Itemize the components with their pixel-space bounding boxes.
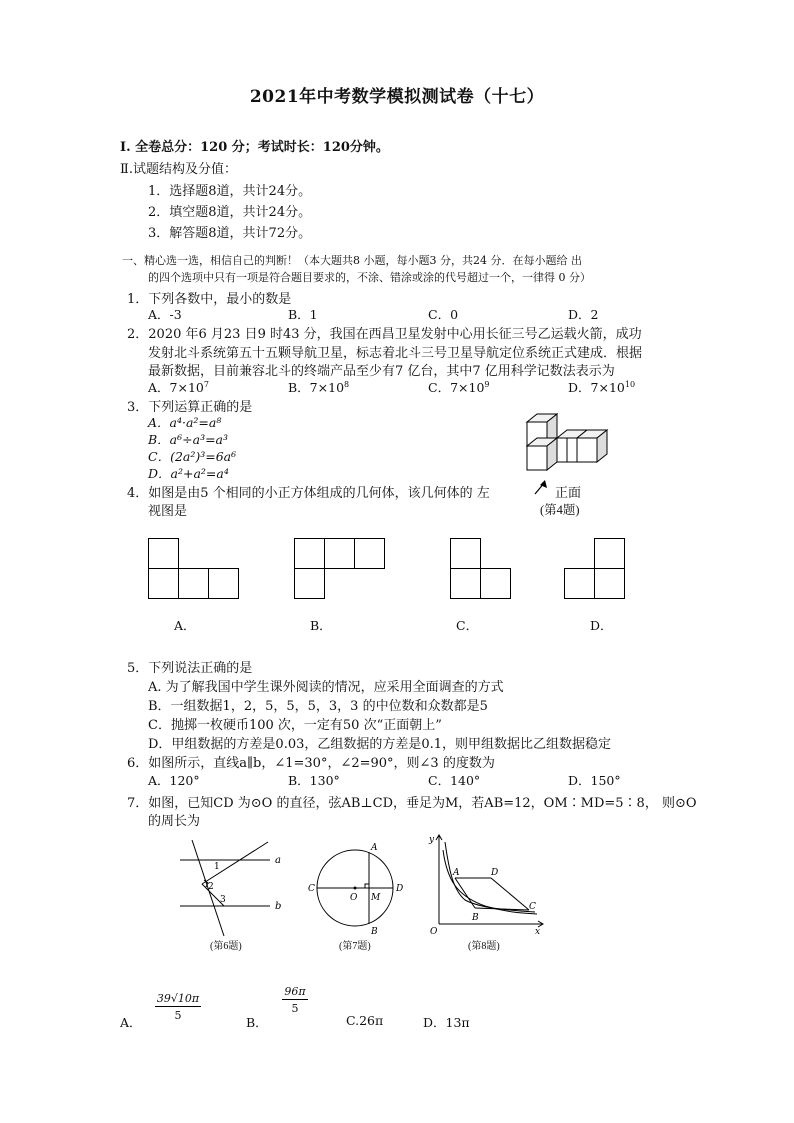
q3-stem: 3．下列运算正确的是 — [127, 400, 253, 415]
q5-option-b: B．一组数据1，2，5，5，5，3，3 的中位数和众数都是5 — [148, 699, 488, 714]
q2-line: 发射北斗系统第五十五颗导航卫星，标志着北斗三号卫星导航定位系统正式建成．根据 — [148, 346, 643, 361]
q4-option-d: D． — [590, 618, 613, 633]
q3-option-d: D．a²+a²=a⁴ — [148, 466, 229, 481]
q5-option-a: A. 为了解我国中学生课外阅读的情况，应采用全面调查的方式 — [148, 680, 504, 695]
fig6-parallel-lines — [180, 840, 290, 950]
q6-option-a: A．120° — [148, 773, 200, 788]
fig8-caption: (第8题) — [468, 941, 500, 952]
fig8-label-d: D — [491, 868, 499, 878]
q5-stem: 5．下列说法正确的是 — [127, 661, 253, 676]
q1-option-a: A．-3 — [148, 307, 182, 322]
fig7-label-a: A — [371, 843, 378, 853]
exam-info-item: 1．选择题8道，共计24分。 — [148, 184, 312, 199]
q1-option-c: C．0 — [428, 307, 459, 322]
exam-info-line1: Ⅰ. 全卷总分：120 分；考试时长：120分钟。 — [120, 140, 389, 155]
q2-line: 2．2020 年6 月23 日9 时43 分，我国在西昌卫星发射中心用长征三号乙运载火箭，成功 — [127, 327, 642, 342]
q2-line: 最新数据，目前兼容北斗的终端产品至少有7 亿台，其中7 亿用科学记数法表示为 — [148, 364, 615, 379]
fig6-label-2: 2 — [208, 882, 214, 892]
fig8-label-y: y — [429, 835, 435, 845]
q6-stem: 6．如图所示，直线a∥b，∠1=30°，∠2=90°，则∠3 的度数为 — [127, 756, 495, 771]
q7-option-d: D．13π — [423, 1015, 470, 1030]
fig8-graph — [425, 830, 550, 940]
fig7-caption: (第7题) — [339, 941, 371, 952]
fig7-label-d: D — [396, 884, 404, 894]
fig6-label-1: 1 — [214, 862, 220, 872]
q6-option-d: D．150° — [568, 773, 621, 788]
fig7-label-c: C — [308, 884, 315, 894]
q5-option-d: D．甲组数据的方差是0.03，乙组数据的方差是0.1，则甲组数据比乙组数据稳定 — [148, 737, 612, 752]
q1-option-b: B．1 — [288, 307, 318, 322]
exam-info-item: 2．填空题8道，共计24分。 — [148, 205, 312, 220]
fig6-label-3: 3 — [220, 895, 226, 905]
q7-option-c: C.26π — [346, 1013, 384, 1028]
q2-option-c: C．$7\times 10^9$ — [428, 379, 490, 395]
exam-info-line2: Ⅱ.试题结构及分值： — [120, 162, 237, 177]
exam-info-item: 3．解答题8道，共计72分。 — [148, 226, 312, 241]
fig7-label-b: B — [371, 927, 378, 937]
q5-option-c: C．抛掷一枚硬币100 次，一定有50 次“正面朝上” — [148, 718, 442, 733]
q7-stem-line2: 的周长为 — [148, 814, 201, 829]
q4-option-c: C． — [456, 618, 479, 633]
fig7-label-m: M — [371, 893, 381, 903]
fig6-label-b: b — [275, 901, 282, 912]
q7-option-a-fraction: $\frac{39√10\pi}{5}$ — [156, 992, 200, 1022]
q7-option-b: B． — [246, 1015, 268, 1030]
q7-option-b-fraction: $\frac{96\pi}{5}$ — [284, 985, 306, 1015]
fig7-label-o: O — [350, 893, 358, 903]
fig6-label-a: a — [275, 855, 281, 866]
q1-option-d: D．2 — [568, 307, 599, 322]
fig8-label-a: A — [453, 868, 460, 878]
q6-option-c: C．140° — [428, 773, 481, 788]
fig8-label-b: B — [472, 913, 479, 923]
fig7-circle — [305, 838, 405, 938]
q4-option-b: B． — [310, 618, 332, 633]
q1-stem: 1．下列各数中，最小的数是 — [127, 292, 292, 307]
q2-option-b: B．$7\times 10^8$ — [288, 379, 350, 395]
q7-option-a: A． — [120, 1015, 142, 1030]
fig8-label-c: C — [529, 902, 536, 912]
q7-stem-line1: 7．如图，已知CD 为⊙O 的直径，弦AB⊥CD，垂足为M，若AB=12，OM∶MD=5∶8， 则⊙O — [127, 796, 697, 811]
front-label: 正面 — [555, 486, 582, 501]
q4-option-a: A． — [174, 618, 196, 633]
q2-option-d: D．$7\times 10^{10}$ — [568, 379, 636, 395]
fig8-label-o: O — [430, 927, 438, 937]
q4-stem-line1: 4．如图是由5 个相同的小正方体组成的几何体，该几何体的 左 — [127, 486, 490, 501]
section-heading-cont: 的四个选项中只有一项是符合题目要求的，不涂、错涂或涂的代号超过一个，一律得 0 分） — [148, 271, 591, 284]
fig8-label-x: x — [535, 927, 541, 937]
q3-option-b: B．a⁶÷a³=a³ — [148, 432, 229, 447]
q4-stem-line2: 视图是 — [148, 504, 188, 519]
q3-option-a: A．a⁴·a²=a⁸ — [148, 415, 222, 430]
q3-option-c: C．(2a²)³=6a⁶ — [148, 449, 237, 464]
q4-fig-caption: (第4题) — [540, 503, 580, 517]
page-title: 2021年中考数学模拟测试卷（十七） — [249, 87, 545, 107]
section-heading: 一、精心选一选，相信自己的判断！（本大题共8 小题，每小题3 分，共24 分．在每小题给 出 — [122, 254, 582, 267]
fig6-caption: (第6题) — [210, 941, 242, 952]
q2-option-a: A．$7\times 10^7$ — [148, 379, 209, 395]
q6-option-b: B．130° — [288, 773, 340, 788]
